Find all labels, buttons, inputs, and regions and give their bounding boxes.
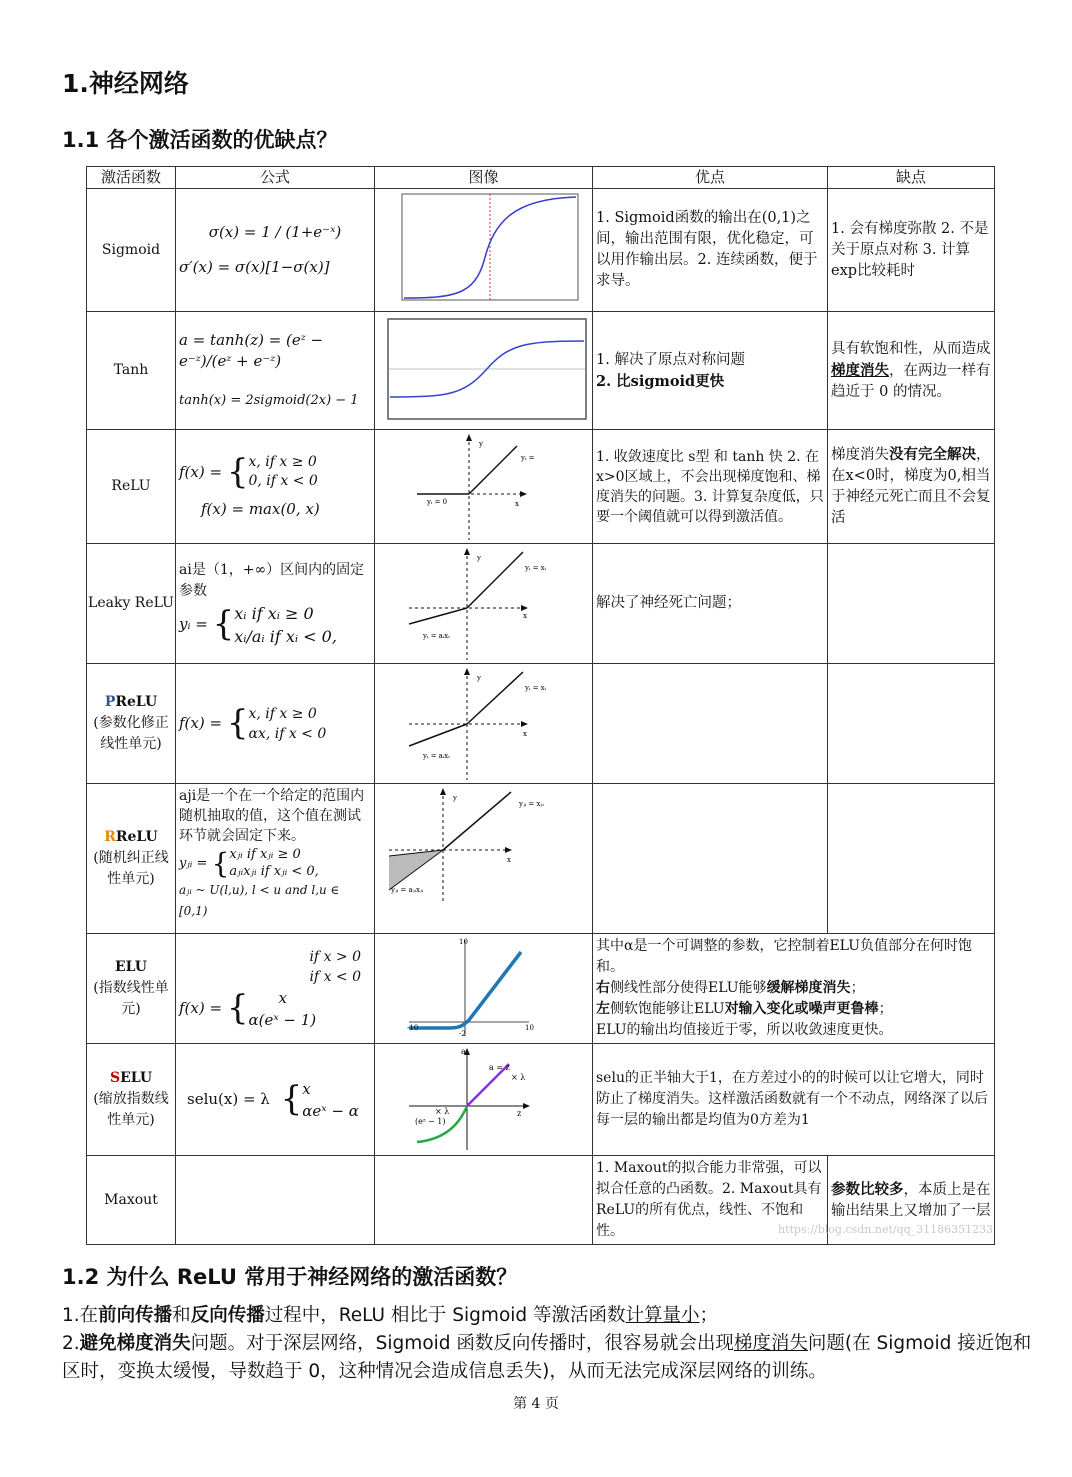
graph-cell [375, 189, 593, 312]
axis-label: yᵢ = aᵢxᵢ [422, 631, 450, 640]
pros-text: 左 [596, 1001, 610, 1017]
cons-text: 梯度消失 [831, 447, 889, 463]
function-subtitle: (随机纠正线性单元) [93, 850, 169, 887]
text-run: 问题(在 Sigmoid 接近饱和区时，变换太缓慢，导数趋于 0，这种情况会造成信息丢失)，从而无法完成深层网络的训练。 [62, 1333, 1032, 1382]
function-name: ReLU [115, 694, 158, 710]
axis-label: y [476, 673, 481, 682]
text-run: ； [699, 1305, 719, 1326]
function-name: Maxout [87, 1156, 176, 1245]
table-row-leaky-relu [87, 544, 995, 664]
formula-line: selu(x) = λ [187, 1090, 270, 1108]
paragraph-point-1 [62, 1302, 1032, 1330]
axis-label: yᵢ = aᵢxᵢ [422, 751, 450, 760]
pros-cell: selu的正半轴大于1，在方差过小的的时候可以让它增大，同时防止了梯度消失。这样激活函数就有一个不动点，网络深了以后每一层的输出都是均值为0方差为1 [593, 1044, 995, 1156]
table-row-relu [87, 430, 995, 544]
formula-line: f(x) = max(0, x) [201, 500, 320, 518]
formula-line: αx, if x < 0 [248, 725, 327, 742]
pros-cell [593, 664, 828, 784]
text-run: 计算量小 [625, 1305, 700, 1326]
table-row-rrelu [87, 784, 995, 934]
axis-label: 10 [524, 1023, 534, 1032]
function-name: ReLU [115, 829, 158, 845]
formula-cell: aji是一个在一个给定的范围内随机抽取的值，这个值在测试环节就会固定下来。 yⱼᵢ = { xⱼᵢ if xⱼᵢ ≥ 0 aⱼᵢxⱼᵢ if xⱼᵢ < 0, aⱼᵢ ~ U(l,u), l < u and l,u ∈ [0,1) [176, 784, 375, 934]
function-name-cell [87, 934, 176, 1044]
function-subtitle: (指数线性单元) [93, 980, 169, 1017]
cons-cell [828, 312, 995, 430]
formula-line: xᵢ if xᵢ ≥ 0 [234, 603, 314, 623]
header-cell: 激活函数 [87, 167, 176, 189]
axis-label: -10 [406, 1023, 418, 1032]
pros-text: ； [850, 980, 865, 996]
formula-line: α(eˣ − 1) [248, 1010, 317, 1029]
formula-line: x, if x ≥ 0 [248, 705, 317, 722]
formula-cell: f(x) = { x, if x ≥ 0 0, if x < 0 f(x) = max(0, x) [176, 430, 375, 544]
activation-table [86, 166, 995, 1245]
axis-label: -2 [458, 1029, 466, 1038]
axis-label: (eᶻ − 1) [414, 1116, 445, 1126]
pros-cell: 解决了神经死亡问题； [593, 544, 828, 664]
cons-text: 没有完全解决 [889, 446, 976, 463]
cons-text: 梯度消失 [831, 361, 889, 379]
cons-text: ，在两边一样有趋近于 0 的情况。 [831, 362, 991, 400]
formula-line: a = tanh(z) = (eᶻ − e⁻ᶻ)/(eᶻ + e⁻ᶻ) [179, 331, 324, 370]
axis-label: 10 [458, 937, 468, 946]
cons-cell [828, 430, 995, 544]
axis-label: z [516, 1108, 521, 1118]
watermark-text: https://blog.csdn.net/qq_31186351233 [778, 1223, 994, 1236]
cons-text: ，在x<0时，梯度为0,相当于神经元死亡而且不会复活 [831, 447, 991, 526]
formula-cell [176, 1156, 375, 1245]
formula-description: aji是一个在一个给定的范围内随机抽取的值，这个值在测试环节就会固定下来。 [179, 788, 365, 844]
pros-cell: 1. Sigmoid函数的输出在(0,1)之间，输出范围有限，优化稳定，可以用作输出层。2. 连续函数，便于求导。 [593, 189, 828, 312]
page-number: 第 4 页 [513, 1396, 559, 1412]
text-run: 反向传播 [190, 1305, 265, 1326]
tanh-graph [378, 315, 590, 427]
graph-cell [375, 664, 593, 784]
formula-line: xᵢ/aᵢ if xᵢ < 0, [234, 626, 337, 646]
axis-label: x [522, 611, 527, 620]
pros-cell [593, 312, 828, 430]
axis-label: yⱼᵢ = aⱼᵢxⱼᵢ [390, 885, 423, 894]
formula-line: σ(x) = 1 / (1+e⁻ˣ) [208, 223, 342, 241]
sigmoid-graph [384, 191, 584, 309]
axis-label: a [460, 1046, 466, 1056]
formula-line: σ′(x) = σ(x)[1−σ(x)] [179, 258, 330, 276]
function-name-cell [87, 784, 176, 934]
table-row-sigmoid [87, 189, 995, 312]
axis-label: x [522, 729, 527, 738]
table-row-elu [87, 934, 995, 1044]
prelu-graph [379, 666, 589, 782]
formula-line: aⱼᵢ ~ U(l,u), l < u and l,u ∈ [0,1) [179, 883, 340, 918]
selu-graph [379, 1046, 589, 1154]
graph-cell [375, 312, 593, 430]
axis-label: × λ [510, 1072, 525, 1082]
elu-graph [379, 936, 589, 1042]
formula-cell [176, 312, 375, 430]
axis-label: × λ [434, 1106, 449, 1116]
paragraph-point-2 [62, 1330, 1032, 1386]
pros-cell: 1. 收敛速度比 s型 和 tanh 快 2. 在x>0区域上，不会出现梯度饱和、梯度消失的问题。3. 计算复杂度低，只要一个阈值就可以得到激活值。 [593, 430, 828, 544]
axis-label: yᵢ = xᵢ [524, 683, 546, 692]
formula-cell: selu(x) = λ { x αeˣ − α [176, 1044, 375, 1156]
pros-text: 侧软饱能够让ELU [610, 1001, 725, 1017]
header-cell: 缺点 [828, 167, 995, 189]
pros-line: 其中α是一个可调整的参数，它控制着ELU负值部分在何时饱和。 [596, 938, 973, 975]
header-cell: 优点 [593, 167, 828, 189]
formula-line: x [302, 1079, 311, 1098]
axis-label: yᵢ = xᵢ [524, 563, 546, 572]
axis-label: yⱼᵢ = xⱼᵢ [518, 799, 544, 808]
function-name: S [109, 1070, 121, 1086]
function-name: R [104, 829, 116, 845]
formula-cell [176, 189, 375, 312]
function-name: ELU [120, 1070, 153, 1086]
table-row-tanh [87, 312, 995, 430]
function-name: P [104, 694, 116, 710]
text-run: 梯度消失 [733, 1333, 808, 1354]
graph-cell [375, 934, 593, 1044]
function-name-cell [87, 664, 176, 784]
pros-text: 缓解梯度消失 [766, 980, 851, 996]
axis-label: y [452, 793, 457, 802]
pros-line: 1. 解决了原点对称问题 [596, 351, 745, 368]
formula-cell: ai是（1，+∞）区间内的固定参数 yᵢ = { xᵢ if xᵢ ≥ 0 xᵢ/aᵢ if xᵢ < 0, [176, 544, 375, 664]
axis-label: yᵢ = 0 [426, 497, 447, 506]
function-name: Leaky ReLU [87, 544, 176, 664]
cons-cell: 1. 会有梯度弥散 2. 不是关于原点对称 3. 计算exp比较耗时 [828, 189, 995, 312]
pros-text: 右 [596, 980, 610, 996]
text-run: 前向传播 [98, 1305, 173, 1326]
graph-cell [375, 430, 593, 544]
text-run: 问题。对于深层网络，Sigmoid 函数反向传播时，很容易就会出现 [190, 1333, 734, 1354]
formula-line: xⱼᵢ if xⱼᵢ ≥ 0 [229, 847, 301, 862]
pros-text: ； [878, 1001, 893, 1017]
formula-cell: if x > 0 if x < 0 f(x) = { x α(eˣ − 1) [176, 934, 375, 1044]
axis-label: y [478, 439, 483, 448]
text-run: 2. [62, 1333, 80, 1354]
table-row-selu [87, 1044, 995, 1156]
function-name: ReLU [87, 430, 176, 544]
header-cell: 公式 [176, 167, 375, 189]
cons-text: 参数比较多 [831, 1180, 904, 1198]
function-name-cell [87, 1044, 176, 1156]
cons-cell [828, 664, 995, 784]
pros-text: 对输入变化或噪声更鲁棒 [724, 1001, 879, 1017]
text-run: 过程中，ReLU 相比于 Sigmoid 等激活函数 [264, 1305, 626, 1326]
cons-text: ，本质上是在输出结果上又增加了一层 [831, 1181, 991, 1219]
header-cell: 图像 [375, 167, 593, 189]
formula-line: x, if x ≥ 0 [248, 454, 317, 470]
rrelu-graph [379, 786, 589, 932]
axis-label: a = z [488, 1062, 510, 1072]
text-run: 避免梯度消失 [79, 1333, 191, 1354]
section-title: 1.神经网络 [62, 69, 189, 98]
pros-cell [593, 934, 995, 1044]
text-run: 和 [172, 1305, 191, 1326]
graph-cell [375, 544, 593, 664]
text-run: 1.在 [62, 1305, 99, 1326]
axis-label: x [506, 855, 511, 864]
pros-line: ELU的输出均值接近于零，所以收敛速度更快。 [596, 1022, 893, 1038]
graph-cell [375, 784, 593, 934]
function-subtitle: (缩放指数线性单元) [93, 1091, 169, 1128]
formula-cell: f(x) = { x, if x ≥ 0 αx, if x < 0 [176, 664, 375, 784]
axis-label: x [514, 499, 519, 508]
pros-text: 侧线性部分使得ELU能够 [610, 980, 767, 996]
cons-cell [828, 784, 995, 934]
pros-cell: 1. Maxout的拟合能力非常强，可以拟合任意的凸函数。2. Maxout具有ReLU的所有优点，线性、不饱和性。 [593, 1156, 828, 1245]
pros-cell [593, 784, 828, 934]
formula-line: tanh(x) = 2sigmoid(2x) − 1 [179, 393, 359, 408]
formula-line: 0, if x < 0 [248, 473, 318, 489]
function-subtitle: (参数化修正线性单元) [93, 715, 169, 752]
relu-graph [379, 432, 589, 542]
subsection-title-1-2: 1.2 为什么 ReLU 常用于神经网络的激活函数？ [62, 1265, 518, 1289]
function-name: ELU [115, 959, 147, 975]
formula-condition: if x > 0 [309, 948, 361, 965]
leaky-relu-graph [379, 546, 589, 662]
axis-label: y [476, 553, 481, 562]
formula-line: x [278, 988, 287, 1007]
pros-line: 2. 比sigmoid更快 [596, 372, 725, 390]
formula-line: αeˣ − α [302, 1101, 359, 1120]
formula-condition: if x < 0 [309, 968, 361, 985]
graph-cell [375, 1044, 593, 1156]
table-row-prelu [87, 664, 995, 784]
graph-cell [375, 1156, 593, 1245]
function-name: Sigmoid [87, 189, 176, 312]
table-header-row [87, 167, 995, 189]
formula-line: aⱼᵢxⱼᵢ if xⱼᵢ < 0, [229, 864, 319, 879]
formula-description: ai是（1，+∞）区间内的固定参数 [179, 561, 365, 599]
cons-cell [828, 544, 995, 664]
axis-label: yᵢ = [520, 453, 534, 462]
cons-text: 具有软饱和性，从而造成 [831, 340, 991, 357]
subsection-title-1-1: 1.1 各个激活函数的优缺点？ [62, 128, 338, 152]
function-name: Tanh [87, 312, 176, 430]
